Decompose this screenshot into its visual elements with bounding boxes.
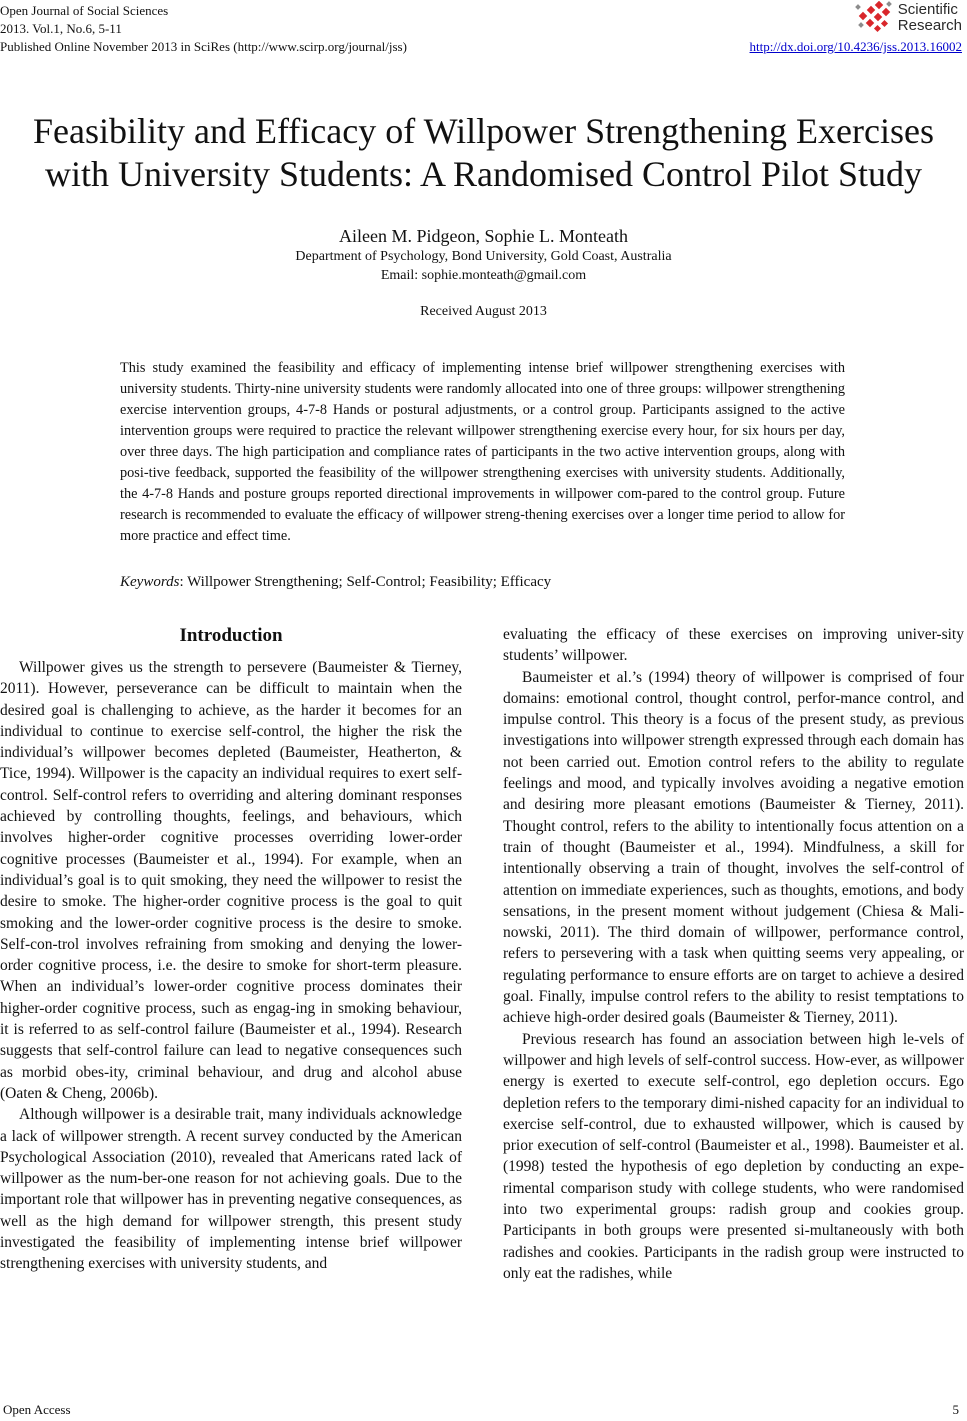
keywords (120, 574, 551, 591)
title-line-2: with University Students: A Randomised Control Pilot Study (44, 154, 923, 194)
logo-line-2: Research (897, 17, 962, 34)
left-column (0, 624, 462, 1275)
doi-link[interactable]: http://dx.doi.org/10.4236/jss.2013.16002 (749, 39, 962, 54)
paragraph: Previous research has found an association between high le-vels of willpower and high levels of self-control success. How-ever, as willpower energy is exerted to execute self-control, ego depletion occurs. Ego depletion refers to the temporary dimi-nished capacity for an individual to exercise self-control, due to exhausted willpower, which is caused by prior execution of self-control (Baumeister et al., 1998). Baumeister et al. (1998) tested the hypothesis of ego depletion by conducting an expe-rimental comparison study with college students, who were randomised into two experimental groups: radish group and cookies group. Participants in both groups were presented si-multaneously with both radishes and cookies. Participants in the radish group were instructed to only eat the radishes, while (503, 1030, 964, 1282)
page-number: 5 (952, 1402, 959, 1417)
paper-title (0, 110, 967, 196)
publication-info: Published Online November 2013 in SciRes (http://www.scirp.org/journal/jss) (0, 39, 407, 54)
received-date: Received August 2013 (420, 304, 547, 319)
scientific-research-logo-icon (854, 1, 894, 35)
keywords-list: : Willpower Strengthening; Self-Control; Feasibility; Efficacy (179, 574, 552, 590)
abstract: This study examined the feasibility and efficacy of implementing intense brief willpower strengthening exercises with university students. Thirty-nine university students were randomly allocated into one of three groups: willpower strengthening exercise intervention groups, 4-7-8 Hands or postural adjustments, or a control group. Participants assigned to the active intervention groups were required to practice the relevant willpower strengthening exercise every hour, for six hours per day, over three days. The high participation and compliance rates of participants in the two active intervention groups, along with posi-tive feedback, supported the feasibility of the willpower strengthening exercises with university students. Additionally, the 4-7-8 Hands and posture groups reported directional improvements in willpower com-pared to the control group. Future research is recommended to evaluate the efficacy of willpower streng-thening exercises over a longer time period to allow for more practice and effect time. (120, 360, 845, 544)
logo-wordmark (898, 2, 962, 34)
authors: Aileen M. Pidgeon, Sophie L. Monteath (339, 226, 628, 246)
journal-volume: 2013. Vol.1, No.6, 5-11 (0, 21, 122, 36)
introduction-heading: Introduction (179, 625, 283, 646)
logo-line-1: Scientific (897, 1, 958, 18)
affiliation: Department of Psychology, Bond University, Gold Coast, Australia (295, 249, 672, 264)
paragraph: Baumeister et al.’s (1994) theory of willpower is comprised of four domains: emotional control, thought control, perfor-mance control, and impulse control. This theory is a focus of the present study, as previous investigations into willpower strength expressed through each domain has not been carried out. Emotion control refers to the ability to regulate feelings and mood, and typically involves avoiding a negative emotion and desiring more pleasant emotions (Baumeister & Tierney, 2011). Thought control, refers to the ability to intentionally focus attention on a train of thought (Baumeister et al., 1994). Mindfulness, a skill for intentionally observing a train of thought, involves the self-control of attention on immediate experiences, such as thoughts, emotions, and body sensations, in the present moment without judgement (Chiesa & Mali-nowski, 2011). The third domain of willpower, performance control, refers to persevering with a task when quitting seems very appealing, or regulating performance to ensure efforts are on target to achieve a desired goal. Finally, impulse control refers to the ability to resist temptations to achieve high-order desired goals (Baumeister & Tierney, 2011). (503, 668, 964, 1027)
header-right (750, 0, 962, 56)
paragraph: Although willpower is a desirable trait, many individuals acknowledge a lack of willpower strength. A recent survey conducted by the American Psychological Association (2010), revealed that Americans rated lack of willpower as the num-ber-one reason for not achieving goals. Due to the important role that willpower has in preventing negative consequences, as well as the high demand for willpower strength, this present study investigated the feasibility of implementing intense brief willpower strengthening exercises with university students, and (0, 1106, 462, 1273)
author-email: Email: sophie.monteath@gmail.com (380, 268, 587, 283)
right-column (503, 624, 964, 1284)
title-line-1: Feasibility and Efficacy of Willpower Strengthening Exercises (33, 111, 934, 151)
publisher-logo (750, 0, 962, 36)
paragraph: evaluating the efficacy of these exercises on improving univer-sity students’ willpower. (503, 626, 964, 665)
keywords-label: Keywords (120, 574, 180, 590)
footer-open-access: Open Access (3, 1402, 71, 1417)
running-header (0, 2, 407, 56)
paragraph: Willpower gives us the strength to persevere (Baumeister & Tierney, 2011). However, perseverance can be difficult to maintain when the desired goal is challenging to achieve, as the harder it becomes for an individual to continue to exercise self-control, the higher the risk the individual’s willpower becomes depleted (Baumeister, Heatherton, & Tice, 1994). Willpower is the capacity an individual requires to exert self-control. Self-control refers to overriding and altering dominant responses achieved by controlling thoughts, feelings, and behaviours, which involves higher-order cognitive processes overriding lower-order cognitive processes (Baumeister et al., 1994). For example, when an individual’s goal is to quit smoking, they need the willpower to resist the desire to smoke. The higher-order cognitive process is the goal to quit smoking and the lower-order cognitive process is the desire to smoke. Self-con-trol involves refraining from smoking and denying the lower-order cognitive process, i.e. the desire to smoke for short-term pleasure. When an individual’s lower-order cognitive process dominates their higher-order cognitive process, such as engag-ing in smoking behaviour, it is referred to as self-control failure (Baumeister et al., 1994). Research suggests that self-control failure can lead to negative consequences such as morbid obes-ity, criminal behaviour, and drug and alcohol abuse (Oaten & Cheng, 2006b). (0, 659, 462, 1102)
journal-name: Open Journal of Social Sciences (0, 3, 169, 18)
